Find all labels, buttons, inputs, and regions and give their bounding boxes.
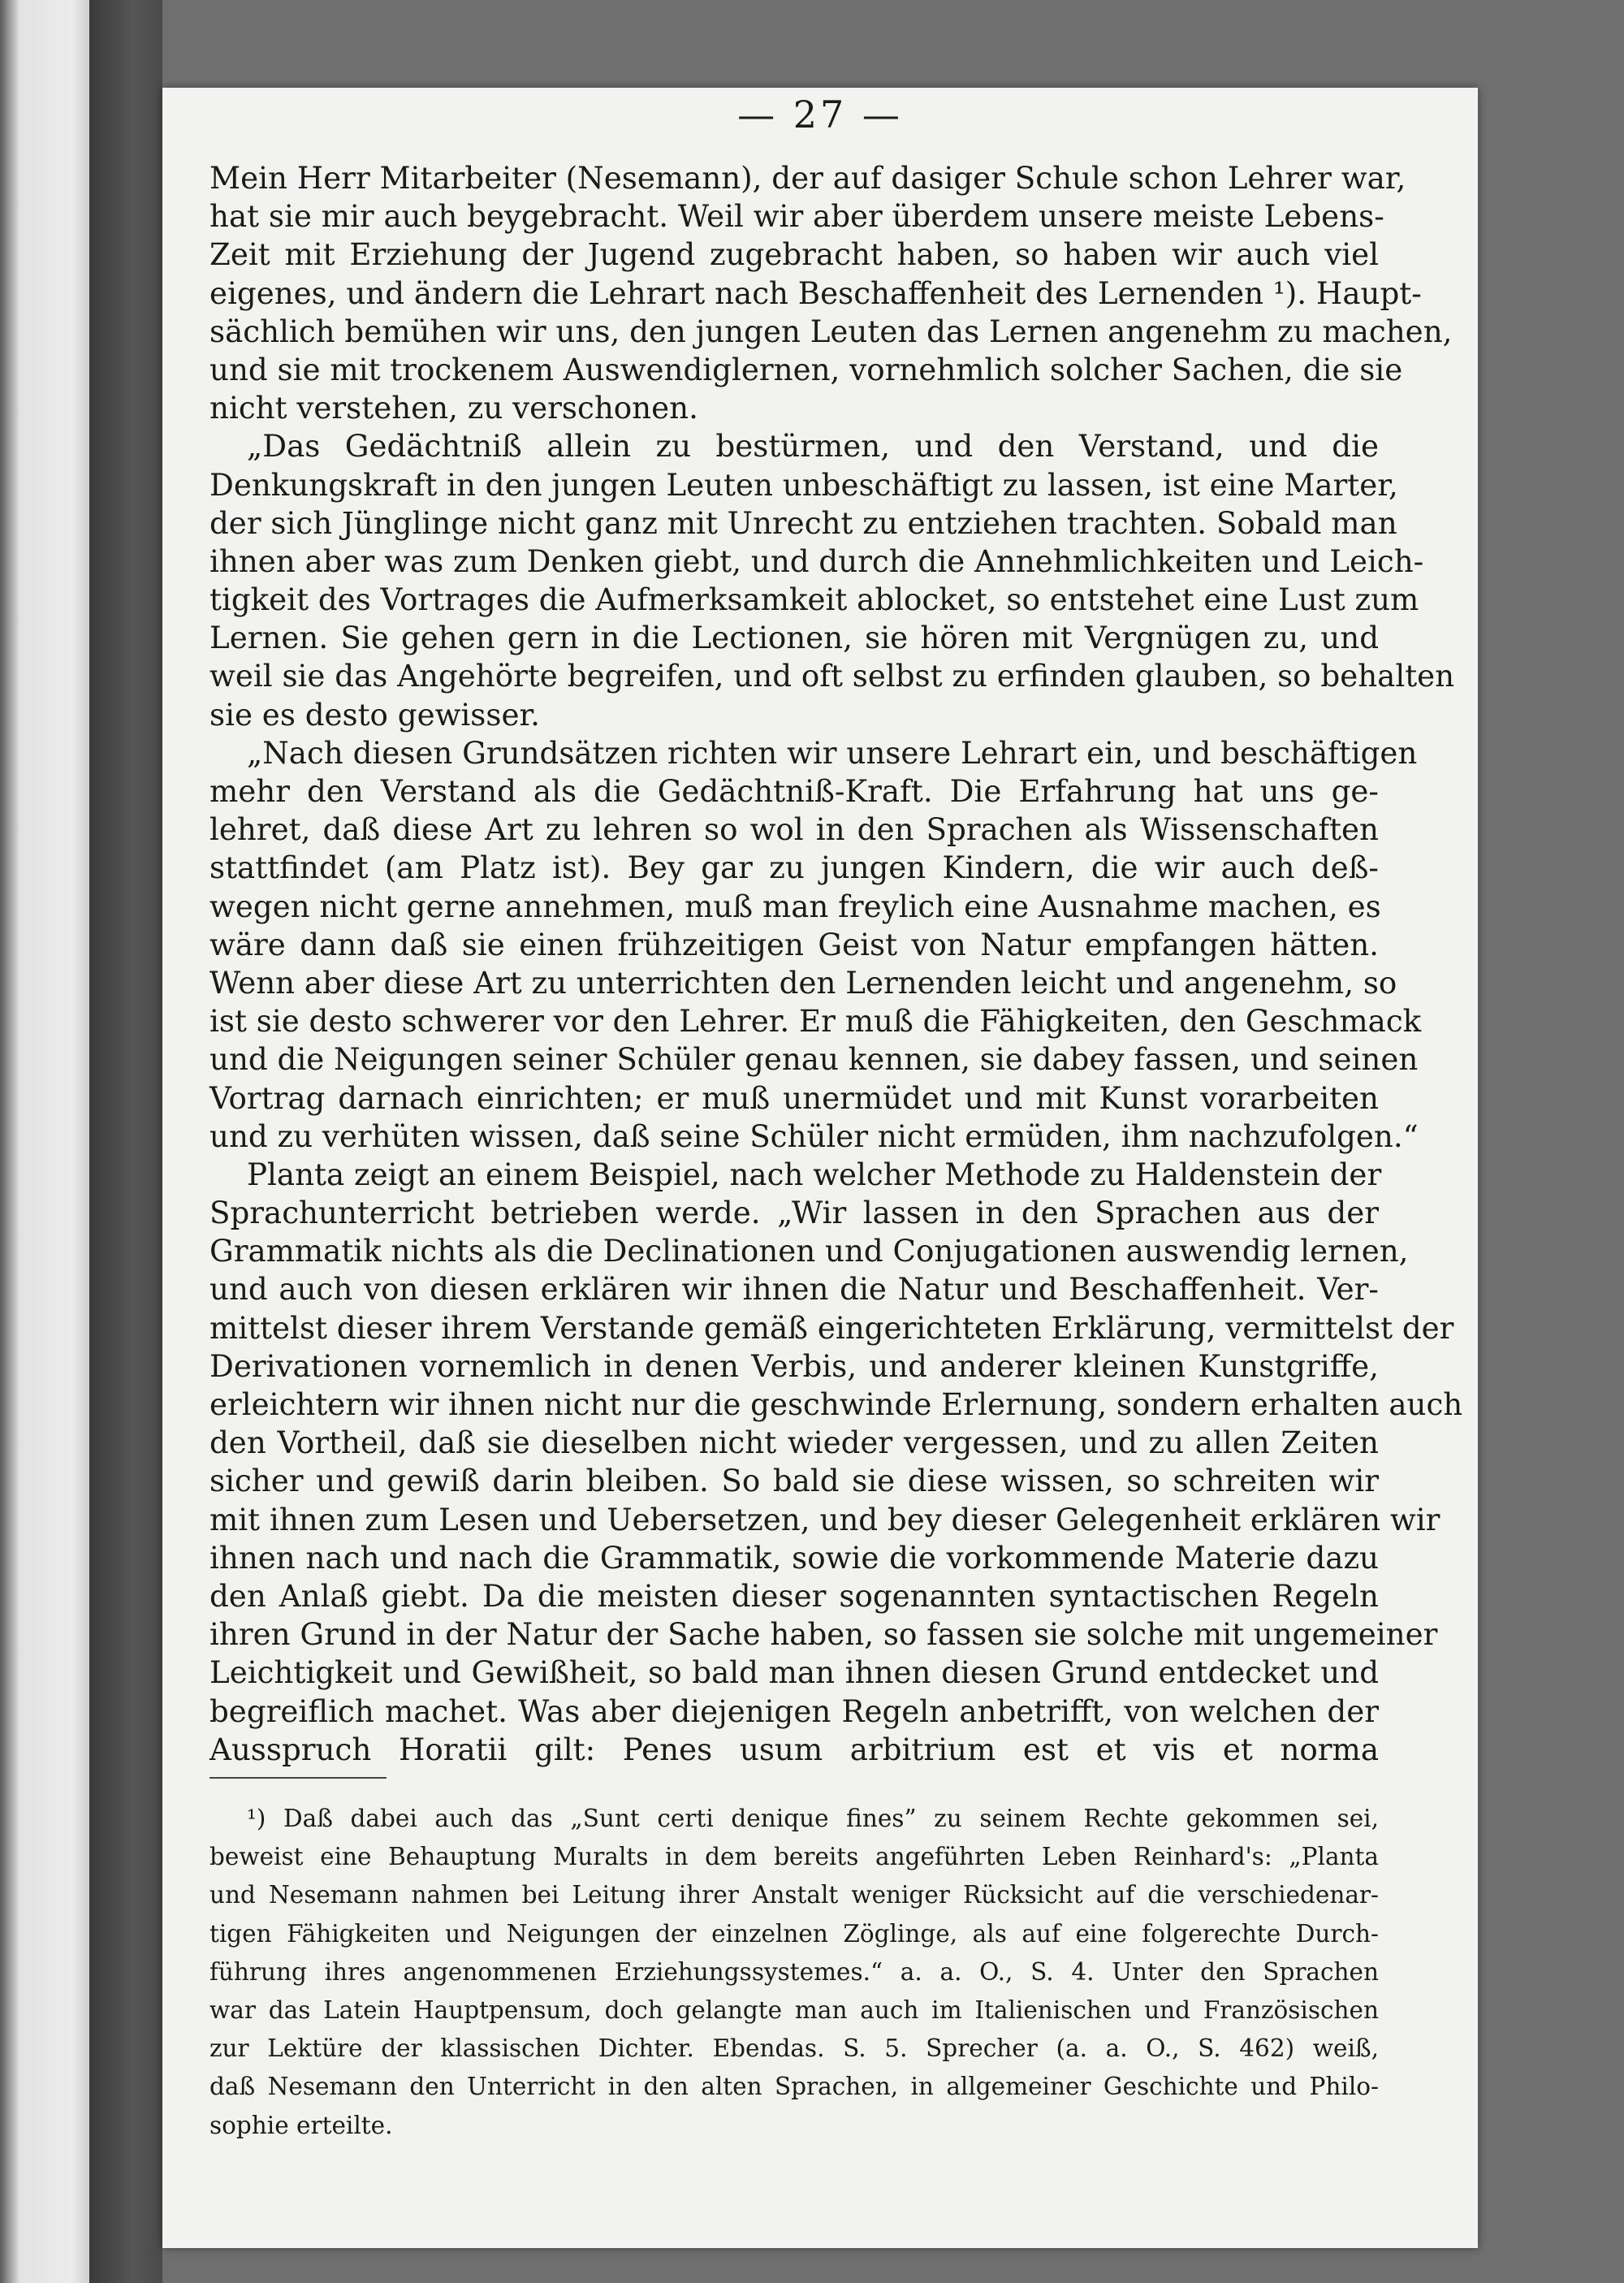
text-line: Mein Herr Mitarbeiter (Nesemann), der auf dasiger Schule schon Lehrer war, (209, 160, 1406, 196)
text-line: den Vortheil, daß sie dieselben nicht wieder vergessen, und zu allen Zeiten (209, 1425, 1379, 1461)
footnote-line: beweist eine Behauptung Muralts in dem bereits angeführten Leben Reinhard's: „Planta (209, 1843, 1379, 1871)
footnote-line: und Nesemann nahmen bei Leitung ihrer Anstalt weniger Rücksicht auf die verschiedenar- (209, 1881, 1379, 1909)
text-line: eigenes, und ändern die Lehrart nach Beschaffenheit des Lernenden ¹). Haupt- (209, 275, 1422, 311)
text-line: wegen nicht gerne annehmen, muß man freylich eine Ausnahme machen, es (209, 888, 1381, 924)
text-line: ihnen aber was zum Denken giebt, und durch die Annehmlichkeiten und Leich- (209, 543, 1424, 579)
text-line: mehr den Verstand als die Gedächtniß-Kraft. Die Erfahrung hat uns ge- (209, 773, 1379, 809)
text-line: ihren Grund in der Natur der Sache haben, so fassen sie solche mit ungemeiner (209, 1616, 1438, 1653)
text-line: sächlich bemühen wir uns, den jungen Leuten das Lernen angenehm zu machen, (209, 313, 1453, 349)
text-line: wäre dann daß sie einen frühzeitigen Geist von Natur empfangen hätten. (209, 926, 1379, 962)
book-page (162, 88, 1478, 2248)
text-line: ihnen nach und nach die Grammatik, sowie die vorkommende Materie dazu (209, 1539, 1379, 1576)
text-line: Derivationen vornemlich in denen Verbis, und anderer kleinen Kunstgriffe, (209, 1347, 1379, 1384)
text-line: mittelst dieser ihrem Verstande gemäß eingerichteten Erklärung, vermittelst der (209, 1309, 1454, 1346)
text-line: und auch von diesen erklären wir ihnen die Natur und Beschaffenheit. Ver- (209, 1271, 1379, 1308)
text-line: Vortrag darnach einrichten; er muß unermüdet und mit Kunst vorarbeiten (209, 1079, 1379, 1116)
text-line: Wenn aber diese Art zu unterrichten den Lernenden leicht und angenehm, so (209, 964, 1397, 1001)
text-line: sicher und gewiß darin bleiben. So bald sie diese wissen, so schreiten wir (209, 1463, 1379, 1499)
text-line: mit ihnen zum Lesen und Uebersetzen, und bey dieser Gelegenheit erklären wir (209, 1501, 1440, 1537)
text-line: Planta zeigt an einem Beispiel, nach welcher Methode zu Haldenstein der (247, 1156, 1382, 1192)
footnote-line: sophie erteilte. (209, 2111, 393, 2139)
footnote-line: tigen Fähigkeiten und Neigungen der einzelnen Zöglinge, als auf eine folgerechte Durch- (209, 1919, 1379, 1948)
text-line: ist sie desto schwerer vor den Lehrer. Er muß die Fähigkeiten, den Geschmack (209, 1003, 1422, 1040)
text-line: „Das Gedächtniß allein zu bestürmen, und den Verstand, und die (247, 428, 1379, 465)
footnote-separator (209, 1777, 387, 1779)
text-line: stattfindet (am Platz ist). Bey gar zu jungen Kindern, die wir auch deß- (209, 850, 1379, 886)
text-line: Zeit mit Erziehung der Jugend zugebracht haben, so haben wir auch viel (209, 236, 1379, 273)
text-line: Denkungskraft in den jungen Leuten unbeschäftigt zu lassen, ist eine Marter, (209, 466, 1398, 503)
footnote-line: daß Nesemann den Unterricht in den alten Sprachen, in allgemeiner Geschichte und Philo- (209, 2073, 1379, 2101)
text-line: und die Neigungen seiner Schüler genau kennen, sie dabey fassen, und seinen (209, 1041, 1419, 1078)
text-line: hat sie mir auch beygebracht. Weil wir aber überdem unsere meiste Lebens- (209, 198, 1384, 235)
text-line: Sprachunterricht betrieben werde. „Wir lassen in den Sprachen aus der (209, 1195, 1379, 1231)
text-line: und zu verhüten wissen, daß seine Schüler nicht ermüden, ihm nachzufolgen.“ (209, 1118, 1419, 1154)
text-line: weil sie das Angehörte begreifen, und oft selbst zu erfinden glauben, so behalten (209, 658, 1455, 694)
footnote-line: war das Latein Hauptpensum, doch gelangte man auch im Italienischen und Französischen (209, 1995, 1379, 2024)
footnote-line: führung ihres angenommenen Erziehungssystemes.“ a. a. O., S. 4. Unter den Sprachen (209, 1957, 1379, 1986)
text-line: lehret, daß diese Art zu lehren so wol in den Sprachen als Wissenschaften (209, 811, 1379, 848)
text-line: begreiflich machet. Was aber diejenigen Regeln anbetrifft, von welchen der (209, 1693, 1379, 1729)
body-text (209, 159, 1463, 1769)
text-line: „Nach diesen Grundsätzen richten wir unsere Lehrart ein, und beschäftigen (247, 734, 1418, 771)
text-line: und sie mit trockenem Auswendiglernen, vornehmlich solcher Sachen, die sie (209, 351, 1403, 387)
text-line: den Anlaß giebt. Da die meisten dieser sogenannten syntactischen Regeln (209, 1577, 1379, 1614)
footnotes (209, 1803, 1379, 2148)
text-line: Lernen. Sie gehen gern in die Lectionen, sie hören mit Vergnügen zu, und (209, 620, 1379, 656)
page-number: — 27 — (737, 93, 903, 136)
text-line: tigkeit des Vortrages die Aufmerksamkeit ablocket, so entstehet eine Lust zum (209, 582, 1419, 618)
footnote-line: ¹) Daß dabei auch das „Sunt certi denique fines” zu seinem Rechte gekommen sei, (247, 1805, 1379, 1832)
footnote-line: zur Lektüre der klassischen Dichter. Ebendas. S. 5. Sprecher (a. a. O., S. 462) weiß, (209, 2034, 1379, 2063)
text-line: sie es desto gewisser. (209, 696, 540, 733)
text-line: Grammatik nichts als die Declinationen und Conjugationen auswendig lernen, (209, 1233, 1409, 1269)
adjacent-page-edge (0, 0, 89, 2283)
text-line: erleichtern wir ihnen nicht nur die geschwinde Erlernung, sondern erhalten auch (209, 1386, 1463, 1422)
text-line: Leichtigkeit und Gewißheit, so bald man ihnen diesen Grund entdecket und (209, 1654, 1379, 1691)
text-line: nicht verstehen, zu verschonen. (209, 390, 698, 426)
scan-gutter (89, 0, 162, 2283)
text-line: der sich Jünglinge nicht ganz mit Unrecht zu entziehen trachten. Sobald man (209, 504, 1397, 541)
text-line: Ausspruch Horatii gilt: Penes usum arbitrium est et vis et norma (209, 1731, 1379, 1767)
